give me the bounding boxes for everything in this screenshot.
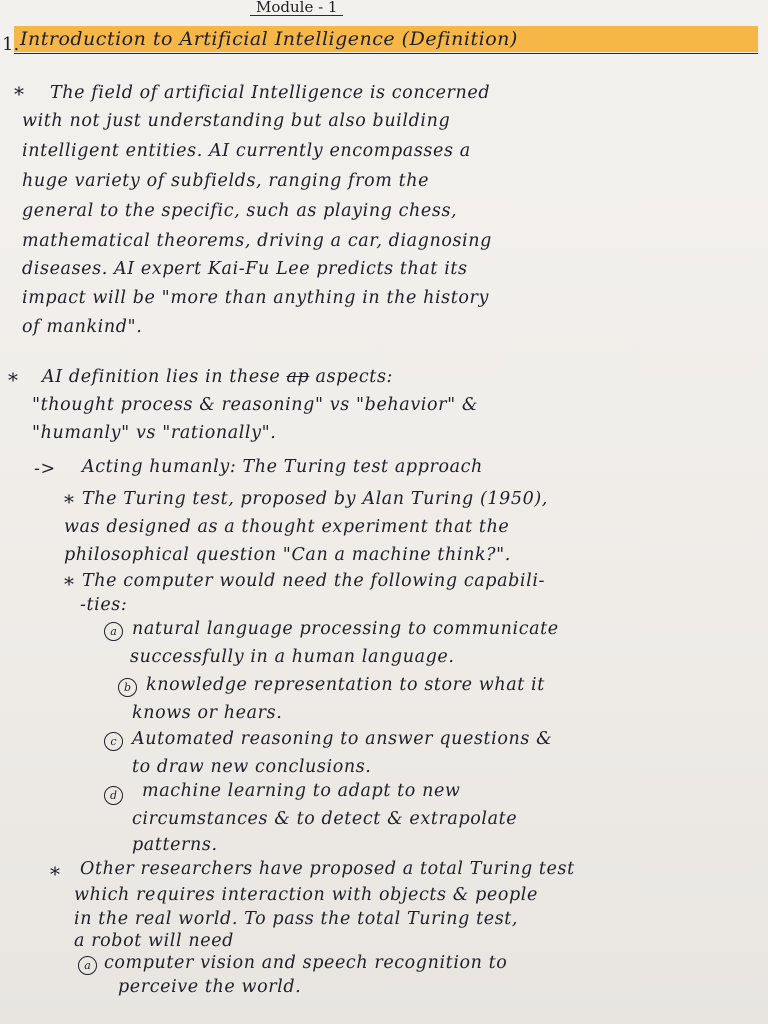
text-line: general to the specific, such as playing chess,: [22, 201, 458, 221]
marker-c-icon: c: [104, 732, 123, 751]
module-heading: Module - 1: [250, 0, 343, 16]
text-line: a robot will need: [74, 931, 234, 951]
text-line: huge variety of subfields, ranging from the: [22, 171, 430, 191]
title-number: 1.: [2, 34, 20, 55]
text-fragment: aspects:: [315, 367, 394, 387]
text-line: impact will be "more than anything in the history: [22, 288, 489, 308]
list-item-line: natural language processing to communicate: [132, 619, 559, 639]
bullet-star: *: [64, 490, 74, 514]
text-line: "humanly" vs "rationally".: [32, 423, 277, 443]
text-line: The computer would need the following capabili-: [82, 571, 546, 591]
text-line: diseases. AI expert Kai-Fu Lee predicts that its: [22, 259, 468, 279]
bullet-star: *: [14, 82, 24, 106]
section-heading: Acting humanly: The Turing test approach: [82, 457, 483, 477]
list-item-line: perceive the world.: [118, 977, 302, 997]
text-line: intelligent entities. AI currently encompasses a: [22, 141, 471, 161]
list-item-line: to draw new conclusions.: [132, 757, 372, 777]
list-item-line: patterns.: [132, 835, 218, 855]
marker-a-icon: a: [104, 622, 123, 641]
text-line: in the real world. To pass the total Turing test,: [74, 909, 519, 929]
text-line: mathematical theorems, driving a car, diagnosing: [22, 231, 492, 251]
page-title: Introduction to Artificial Intelligence (Definition): [20, 28, 518, 50]
text-line: The Turing test, proposed by Alan Turing (1950),: [82, 489, 548, 509]
text-line: "thought process & reasoning" vs "behavior" &: [32, 395, 479, 415]
list-item-line: successfully in a human language.: [130, 647, 455, 667]
struck-text: ap: [286, 367, 310, 387]
text-line: Other researchers have proposed a total Turing test: [80, 859, 575, 879]
arrow-icon: ->: [34, 459, 56, 479]
list-item-line: circumstances & to detect & extrapolate: [132, 809, 518, 829]
bullet-star: *: [50, 862, 60, 886]
list-item-line: knowledge representation to store what it: [146, 675, 545, 695]
list-item-line: machine learning to adapt to new: [142, 781, 461, 801]
text-line: of mankind".: [22, 317, 143, 337]
marker-b-icon: b: [118, 678, 137, 697]
bullet-star: *: [8, 368, 18, 392]
marker-a-icon: a: [78, 956, 97, 975]
text-line: -ties:: [80, 595, 128, 615]
list-item-line: computer vision and speech recognition to: [104, 953, 508, 973]
list-item-line: Automated reasoning to answer questions &: [132, 729, 553, 749]
marker-d-icon: d: [104, 786, 123, 805]
text-line: was designed as a thought experiment that the: [64, 517, 510, 537]
text-fragment: AI definition lies in these: [42, 367, 281, 387]
bullet-star: *: [64, 572, 74, 596]
text-line: [42, 366, 393, 388]
title-underline: [14, 53, 758, 54]
list-item-line: knows or hears.: [132, 703, 283, 723]
text-line: philosophical question "Can a machine think?".: [64, 545, 511, 565]
text-line: The field of artificial Intelligence is concerned: [50, 83, 491, 103]
text-line: with not just understanding but also building: [22, 111, 451, 131]
text-line: which requires interaction with objects & people: [74, 885, 538, 905]
